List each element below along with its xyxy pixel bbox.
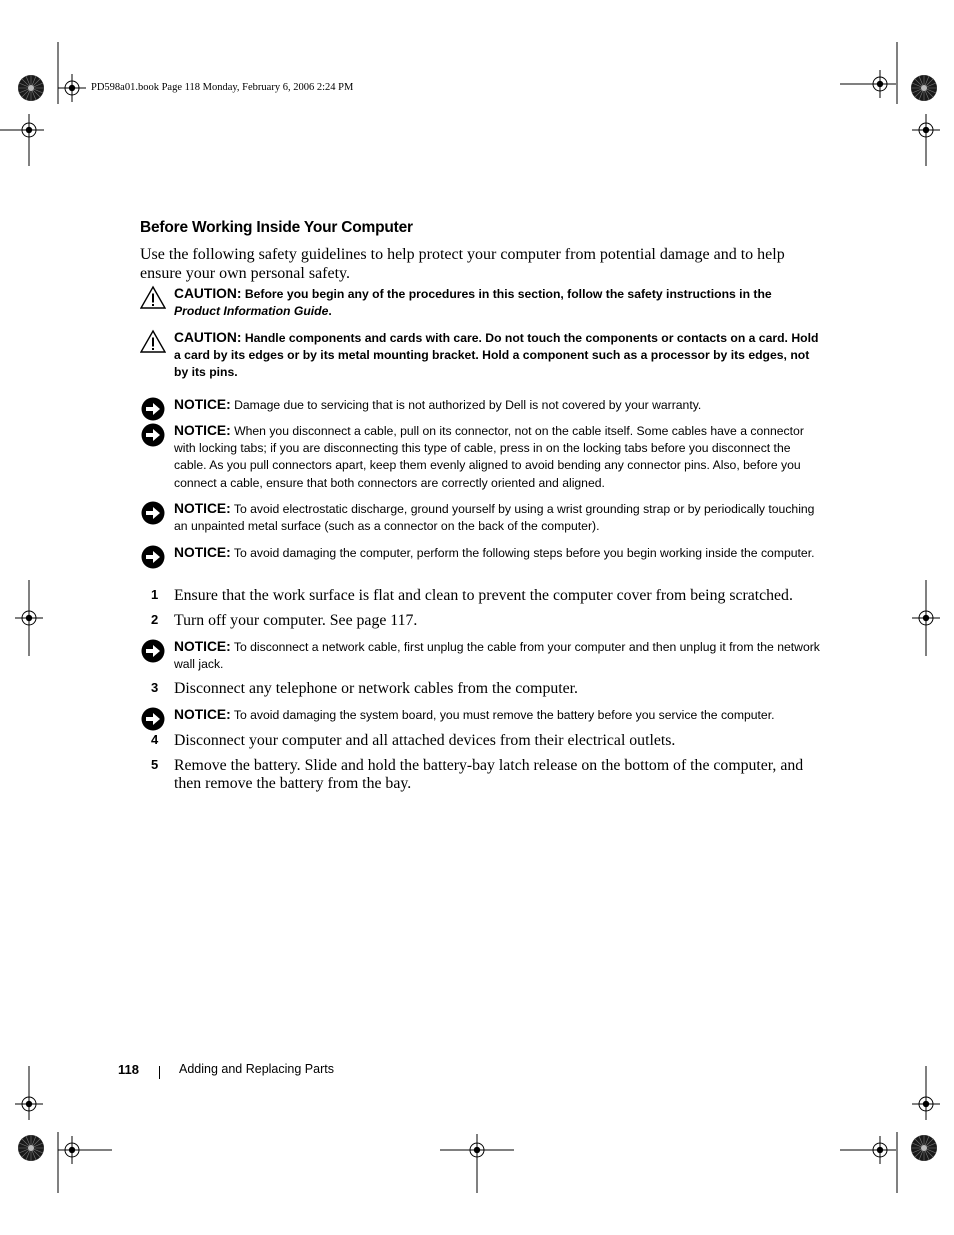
notice-label: NOTICE:: [174, 545, 231, 560]
star-mark-bottom-right: [911, 1135, 937, 1161]
caution-text: Handle components and cards with care. Do not touch the components or contacts on a card. Hold a card by its edges or by its metal mounting bracket. Hold a component such as a processor by its edges, not by its pins.: [174, 331, 819, 380]
notice-label: NOTICE:: [174, 707, 231, 722]
notice-label: NOTICE:: [174, 501, 231, 516]
step-number: 4: [151, 732, 159, 747]
print-info-header: PD598a01.book Page 118 Monday, February 6, 2006 2:24 PM: [91, 82, 354, 93]
step-text: Disconnect any telephone or network cables from the computer.: [174, 680, 579, 697]
notice-text: Damage due to servicing that is not authorized by Dell is not covered by your warranty.: [230, 398, 702, 412]
caution-label: CAUTION:: [174, 330, 242, 345]
notice-text: To avoid damaging the system board, you must remove the battery before you service the computer.: [230, 708, 775, 722]
star-mark-top-left: [18, 75, 44, 101]
page-number: 118: [118, 1062, 139, 1077]
star-mark-bottom-left: [18, 1135, 44, 1161]
section-title: Before Working Inside Your Computer: [140, 219, 413, 236]
step-text: Turn off your computer. See page 117.: [174, 612, 418, 629]
registration-mark-icon: [58, 74, 86, 102]
step-number: 1: [151, 587, 159, 602]
notice-text: To disconnect a network cable, first unplug the cable from your computer and then unplug it from the network wall jack.: [174, 640, 820, 672]
chapter-title: Adding and Replacing Parts: [179, 1062, 334, 1076]
notice-label: NOTICE:: [174, 423, 231, 438]
notice-label: NOTICE:: [174, 397, 231, 412]
caution-text: Before you begin any of the procedures in this section, follow the safety instructions in the: [241, 287, 772, 301]
intro-paragraph: Use the following safety guidelines to help protect your computer from potential damage and to help ensure your own personal safety.: [140, 246, 785, 282]
notice-text: When you disconnect a cable, pull on its connector, not on the cable itself. Some cables have a connector with locking tabs; if you are disconnecting this type of cable, press in on the locking tabs before you disconnect the cable. As you pull connectors apart, keep them evenly aligned to avoid bending any connector pins. Also, before you connect a cable, ensure that both connectors are correctly oriented and aligned.: [174, 424, 804, 490]
step-text: Remove the battery. Slide and hold the battery-bay latch release on the bottom of the computer, and then remove the battery from the bay.: [174, 757, 804, 792]
caution-label: CAUTION:: [174, 286, 242, 301]
step-text: Disconnect your computer and all attached devices from their electrical outlets.: [174, 732, 676, 749]
notice-label: NOTICE:: [174, 639, 231, 654]
caution-text-end: .: [328, 304, 332, 319]
notice-text: To avoid electrostatic discharge, ground yourself by using a wrist grounding strap or by periodically touching an unpainted metal surface (such as a connector on the back of the computer).: [174, 502, 815, 534]
notice-text: To avoid damaging the computer, perform the following steps before you begin working inside the computer.: [230, 546, 815, 560]
step-number: 2: [151, 612, 159, 627]
step-number: 3: [151, 680, 159, 695]
step-number: 5: [151, 757, 159, 772]
star-mark-top-right: [911, 75, 937, 101]
product-information-guide-title: Product Information Guide: [174, 304, 329, 319]
step-text: Ensure that the work surface is flat and clean to prevent the computer cover from being scratched.: [174, 587, 793, 604]
